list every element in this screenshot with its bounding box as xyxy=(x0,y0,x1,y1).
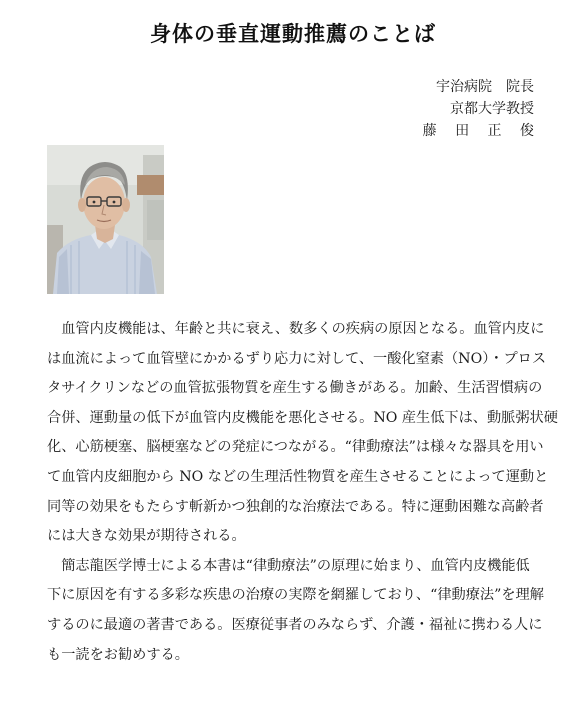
paragraph-line: 合併、運動量の低下が血管内皮機能を悪化させる。NO 産生低下は、動脈粥状硬 xyxy=(47,409,558,426)
author-name: 藤 田 正 俊 xyxy=(422,123,541,139)
paragraph-line: 同等の効果をもたらす斬新かつ独創的な治療法である。特に運動困難な高齢者 xyxy=(47,498,544,515)
paragraph-line: 下に原因を有する多彩な疾患の治療の実際を網羅しており、“律動療法”を理解 xyxy=(47,587,544,604)
body-text xyxy=(47,315,558,670)
paragraph-line: タサイクリンなどの血管拡張物質を産生する働きがある。加齢、生活習慣病の xyxy=(47,380,543,397)
paragraph-line: も一読をお勧めする。 xyxy=(47,646,189,663)
author-affiliation-university: 京都大学教授 xyxy=(450,101,534,117)
paragraph-line: するのに最適の著書である。医療従事者のみならず、介護・福祉に携わる人に xyxy=(47,616,543,633)
paragraph xyxy=(47,315,558,552)
author-affiliation-hospital: 宇治病院 院長 xyxy=(436,79,534,95)
document-title: 身体の垂直運動推薦のことば xyxy=(150,22,436,46)
paragraph-line: には大きな効果が期待される。 xyxy=(47,528,246,545)
author-block xyxy=(334,76,541,142)
paragraph-line: 簡志龍医学博士による本書は“律動療法”の原理に始まり、血管内皮機能低 xyxy=(61,557,530,574)
paragraph-line: は血流によって血管壁にかかるずり応力に対して、一酸化窒素（NO）・プロス xyxy=(47,350,547,367)
author-portrait-photo xyxy=(47,145,164,294)
paragraph-line: て血管内皮細胞から NO などの生理活性物質を産生させることによって運動と xyxy=(47,468,549,485)
paragraph-line: 化、心筋梗塞、脳梗塞などの発症につながる。“律動療法”は様々な器具を用い xyxy=(47,439,544,456)
paragraph-line: 血管内皮機能は、年齢と共に衰え、数多くの疾病の原因となる。血管内皮に xyxy=(61,321,545,337)
paragraph xyxy=(47,552,544,670)
